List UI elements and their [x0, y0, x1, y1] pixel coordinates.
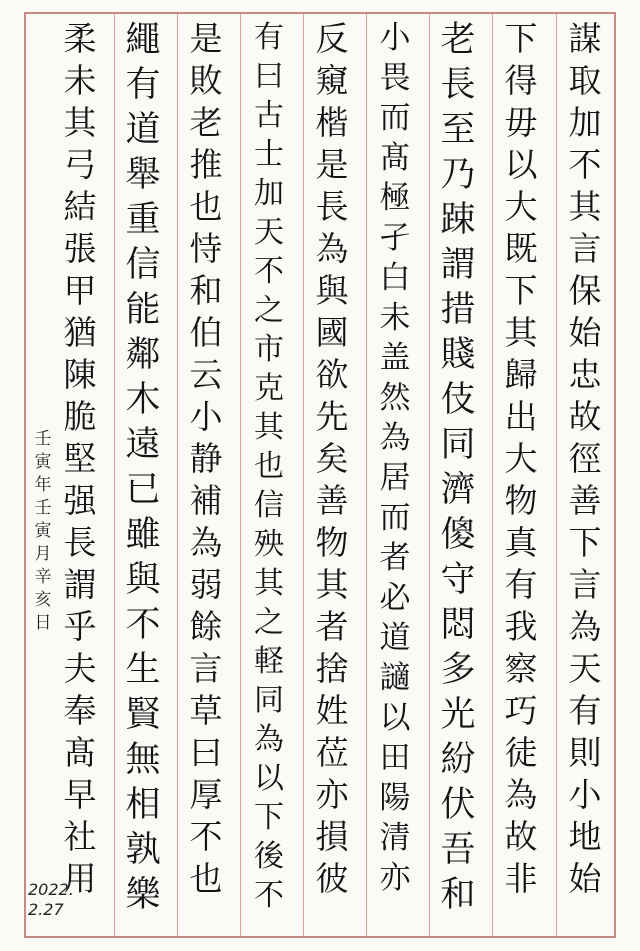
inscription-character: 月 — [34, 544, 52, 564]
character: 夫 — [63, 649, 97, 688]
character: 其 — [254, 410, 284, 445]
character: 彼 — [315, 859, 349, 898]
character: 猶 — [63, 313, 97, 352]
character: 後 — [254, 839, 284, 874]
inscription-character: 壬 — [34, 498, 52, 518]
character: 措 — [440, 290, 476, 330]
character: 其 — [568, 187, 602, 226]
character: 同 — [254, 683, 284, 718]
character: 加 — [568, 103, 602, 142]
character: 非 — [504, 859, 538, 898]
character: 必 — [379, 580, 411, 616]
character: 長 — [315, 187, 349, 226]
character: 得 — [504, 61, 538, 100]
character: 忠 — [568, 355, 602, 394]
character: 故 — [568, 397, 602, 436]
character: 窺 — [315, 61, 349, 100]
character: 善 — [315, 481, 349, 520]
character: 軽 — [254, 644, 284, 679]
character: 白 — [379, 260, 411, 296]
character: 信 — [254, 488, 284, 523]
character: 為 — [189, 523, 223, 562]
character: 言 — [568, 565, 602, 604]
text-column — [240, 18, 298, 915]
character: 不 — [189, 817, 223, 856]
character: 為 — [254, 722, 284, 757]
character: 而 — [379, 100, 411, 136]
character: 堅 — [63, 439, 97, 478]
character: 弱 — [189, 565, 223, 604]
character: 則 — [568, 733, 602, 772]
character: 未 — [379, 300, 411, 336]
character: 下 — [504, 271, 538, 310]
character: 也 — [189, 187, 223, 226]
character: 恃 — [189, 229, 223, 268]
character: 弓 — [63, 145, 97, 184]
date-inscription — [30, 428, 56, 635]
character: 市 — [254, 332, 284, 367]
character: 徒 — [504, 733, 538, 772]
character: 陽 — [379, 780, 411, 816]
character: 善 — [568, 481, 602, 520]
character: 姓 — [315, 691, 349, 730]
character: 有 — [568, 691, 602, 730]
character: 補 — [189, 481, 223, 520]
character: 能 — [125, 290, 161, 330]
character: 其 — [315, 565, 349, 604]
date-year: 2022. — [28, 880, 74, 899]
character: 極 — [379, 180, 411, 216]
character: 長 — [440, 65, 476, 105]
character: 居 — [379, 460, 411, 496]
character: 濟 — [440, 470, 476, 510]
character: 相 — [125, 785, 161, 825]
character: 既 — [504, 229, 538, 268]
character: 真 — [504, 523, 538, 562]
character: 脆 — [63, 397, 97, 436]
character: 是 — [315, 145, 349, 184]
character: 矣 — [315, 439, 349, 478]
character: 反 — [315, 19, 349, 58]
character: 結 — [63, 187, 97, 226]
character: 傻 — [440, 515, 476, 555]
character: 吾 — [440, 830, 476, 870]
character: 大 — [504, 187, 538, 226]
character: 捨 — [315, 649, 349, 688]
character: 殃 — [254, 527, 284, 562]
character: 為 — [504, 775, 538, 814]
character: 遠 — [125, 425, 161, 465]
character: 國 — [315, 313, 349, 352]
character: 不 — [254, 254, 284, 289]
character: 其 — [254, 566, 284, 601]
character: 為 — [568, 607, 602, 646]
character: 者 — [315, 607, 349, 646]
character: 伏 — [440, 785, 476, 825]
character: 静 — [189, 439, 223, 478]
character: 言 — [189, 649, 223, 688]
character: 道 — [125, 110, 161, 150]
character: 無 — [125, 740, 161, 780]
character: 曰 — [254, 59, 284, 94]
character: 重 — [125, 200, 161, 240]
character: 樂 — [125, 875, 161, 915]
character: 天 — [568, 649, 602, 688]
character: 伯 — [189, 313, 223, 352]
character: 徑 — [568, 439, 602, 478]
character: 取 — [568, 61, 602, 100]
character: 而 — [379, 500, 411, 536]
character: 悶 — [440, 605, 476, 645]
character: 有 — [254, 20, 284, 55]
character: 先 — [315, 397, 349, 436]
character: 始 — [568, 859, 602, 898]
character: 謂 — [440, 245, 476, 285]
character: 天 — [254, 215, 284, 250]
character: 伎 — [440, 380, 476, 420]
inscription-character: 寅 — [34, 452, 52, 472]
character: 以 — [254, 761, 284, 796]
character: 楷 — [315, 103, 349, 142]
character: 始 — [568, 313, 602, 352]
character: 亦 — [315, 775, 349, 814]
text-column — [492, 18, 550, 900]
character: 强 — [63, 481, 97, 520]
character: 舉 — [125, 155, 161, 195]
text-column — [556, 18, 614, 900]
character: 張 — [63, 229, 97, 268]
character: 物 — [315, 523, 349, 562]
character: 下 — [568, 523, 602, 562]
character: 和 — [189, 271, 223, 310]
character: 保 — [568, 271, 602, 310]
character: 莅 — [315, 733, 349, 772]
character: 也 — [189, 859, 223, 898]
character: 小 — [189, 397, 223, 436]
character: 小 — [568, 775, 602, 814]
character: 奉 — [63, 691, 97, 730]
character: 克 — [254, 371, 284, 406]
character: 加 — [254, 176, 284, 211]
character: 賢 — [125, 695, 161, 735]
character: 云 — [189, 355, 223, 394]
character: 社 — [63, 817, 97, 856]
character: 言 — [568, 229, 602, 268]
text-column — [51, 18, 109, 900]
character: 曰 — [189, 733, 223, 772]
inscription-character: 寅 — [34, 521, 52, 541]
character: 老 — [189, 103, 223, 142]
character: 為 — [315, 229, 349, 268]
character: 老 — [440, 20, 476, 60]
character: 孑 — [379, 220, 411, 256]
character: 孰 — [125, 830, 161, 870]
character: 亦 — [379, 860, 411, 896]
inscription-character: 辛 — [34, 567, 52, 587]
character: 巧 — [504, 691, 538, 730]
character: 之 — [254, 605, 284, 640]
character: 是 — [189, 19, 223, 58]
character: 損 — [315, 817, 349, 856]
character: 至 — [440, 110, 476, 150]
character: 欲 — [315, 355, 349, 394]
character: 也 — [254, 449, 284, 484]
character: 田 — [379, 740, 411, 776]
character: 古 — [254, 98, 284, 133]
character: 者 — [379, 540, 411, 576]
character: 謀 — [568, 19, 602, 58]
character: 有 — [504, 565, 538, 604]
character: 賤 — [440, 335, 476, 375]
character: 讁 — [379, 660, 411, 696]
text-column — [303, 18, 361, 900]
character: 長 — [63, 523, 97, 562]
character: 盖 — [379, 340, 411, 376]
character: 髙 — [63, 733, 97, 772]
character: 紛 — [440, 740, 476, 780]
character: 光 — [440, 695, 476, 735]
character: 出 — [504, 397, 538, 436]
character: 鄰 — [125, 335, 161, 375]
character: 踈 — [440, 200, 476, 240]
character: 草 — [189, 691, 223, 730]
character: 下 — [254, 800, 284, 835]
character: 毋 — [504, 103, 538, 142]
character: 陳 — [63, 355, 97, 394]
character: 已 — [125, 470, 161, 510]
inscription-character: 壬 — [34, 429, 52, 449]
character: 多 — [440, 650, 476, 690]
character: 然 — [379, 380, 411, 416]
character: 地 — [568, 817, 602, 856]
character: 小 — [379, 20, 411, 56]
inscription-character: 年 — [34, 475, 52, 495]
character: 與 — [125, 560, 161, 600]
character: 厚 — [189, 775, 223, 814]
character: 同 — [440, 425, 476, 465]
character: 畏 — [379, 60, 411, 96]
character: 以 — [379, 700, 411, 736]
character: 乎 — [63, 607, 97, 646]
character: 謂 — [63, 565, 97, 604]
character: 柔 — [63, 19, 97, 58]
character: 為 — [379, 420, 411, 456]
date-day: 2.27 — [28, 900, 64, 919]
character: 守 — [440, 560, 476, 600]
text-column — [366, 18, 424, 898]
character: 乃 — [440, 155, 476, 195]
character: 早 — [63, 775, 97, 814]
character: 物 — [504, 481, 538, 520]
character: 不 — [125, 605, 161, 645]
text-column — [177, 18, 235, 900]
character: 繩 — [125, 20, 161, 60]
character: 敗 — [189, 61, 223, 100]
character: 和 — [440, 875, 476, 915]
character: 故 — [504, 817, 538, 856]
character: 其 — [504, 313, 538, 352]
character: 甲 — [63, 271, 97, 310]
character: 生 — [125, 650, 161, 690]
character: 未 — [63, 61, 97, 100]
character: 之 — [254, 293, 284, 328]
character: 不 — [254, 878, 284, 913]
character: 與 — [315, 271, 349, 310]
text-column — [114, 18, 172, 918]
inscription-character: 亥 — [34, 590, 52, 610]
character: 用 — [63, 859, 97, 898]
text-column — [429, 18, 487, 918]
character: 有 — [125, 65, 161, 105]
character: 士 — [254, 137, 284, 172]
character: 清 — [379, 820, 411, 856]
character: 歸 — [504, 355, 538, 394]
inscription-character: 日 — [34, 613, 52, 633]
character: 雖 — [125, 515, 161, 555]
character: 信 — [125, 245, 161, 285]
character: 以 — [504, 145, 538, 184]
character: 餘 — [189, 607, 223, 646]
character: 不 — [568, 145, 602, 184]
character: 髙 — [379, 140, 411, 176]
character: 木 — [125, 380, 161, 420]
character: 其 — [63, 103, 97, 142]
character: 大 — [504, 439, 538, 478]
character: 下 — [504, 19, 538, 58]
character: 推 — [189, 145, 223, 184]
character: 察 — [504, 649, 538, 688]
character: 我 — [504, 607, 538, 646]
character: 道 — [379, 620, 411, 656]
